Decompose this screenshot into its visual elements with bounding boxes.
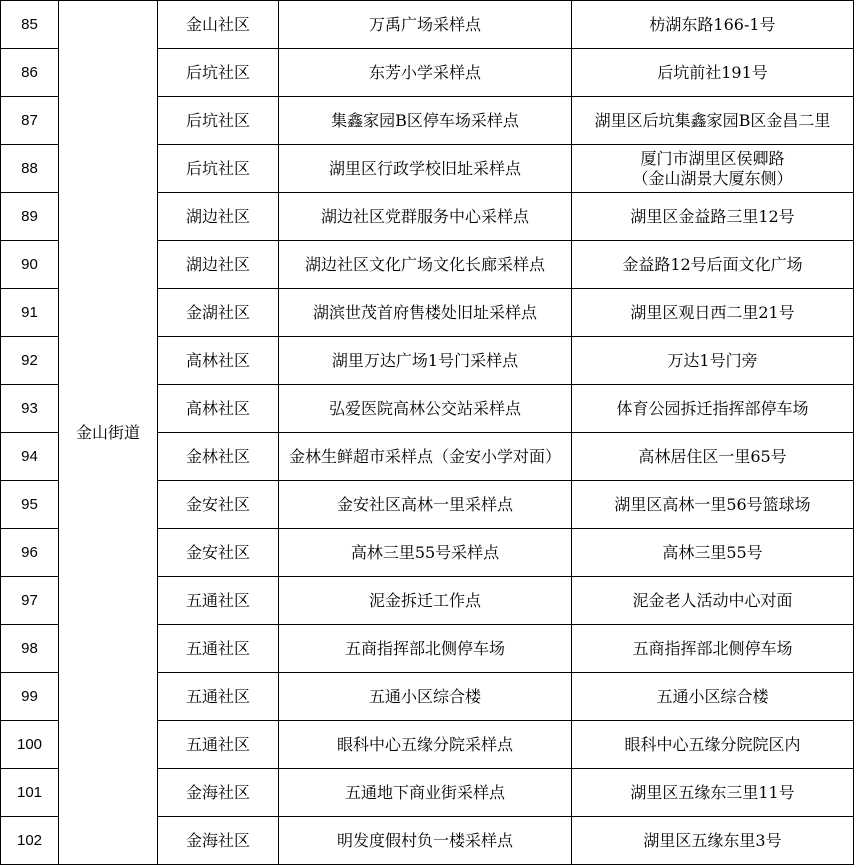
site-name-cell: 眼科中心五缘分院采样点 [279,721,572,769]
address-cell: 泥金老人活动中心对面 [572,577,854,625]
row-number-cell: 102 [1,817,59,865]
row-number-cell: 95 [1,481,59,529]
site-name-cell: 湖里区行政学校旧址采样点 [279,145,572,193]
address-cell: 湖里区金益路三里12号 [572,193,854,241]
community-cell: 高林社区 [158,337,279,385]
address-cell: 后坑前社191号 [572,49,854,97]
address-cell: 厦门市湖里区侯卿路 （金山湖景大厦东侧） [572,145,854,193]
community-cell: 金湖社区 [158,289,279,337]
row-number-cell: 91 [1,289,59,337]
site-name-cell: 弘爱医院高林公交站采样点 [279,385,572,433]
address-cell: 金益路12号后面文化广场 [572,241,854,289]
row-number-cell: 93 [1,385,59,433]
address-cell: 体育公园拆迁指挥部停车场 [572,385,854,433]
row-number-cell: 99 [1,673,59,721]
address-cell: 五通小区综合楼 [572,673,854,721]
site-name-cell: 金安社区高林一里采样点 [279,481,572,529]
address-cell: 湖里区高林一里56号篮球场 [572,481,854,529]
address-cell: 湖里区五缘东三里11号 [572,769,854,817]
row-number-cell: 88 [1,145,59,193]
site-name-cell: 湖滨世茂首府售楼处旧址采样点 [279,289,572,337]
row-number-cell: 85 [1,1,59,49]
address-cell: 湖里区后坑集鑫家园B区金昌二里 [572,97,854,145]
row-number-cell: 94 [1,433,59,481]
community-cell: 湖边社区 [158,241,279,289]
address-cell: 万达1号门旁 [572,337,854,385]
row-number-cell: 96 [1,529,59,577]
community-cell: 金林社区 [158,433,279,481]
site-name-cell: 明发度假村负一楼采样点 [279,817,572,865]
table-row [1,1,854,49]
site-name-cell: 集鑫家园B区停车场采样点 [279,97,572,145]
address-cell: 湖里区五缘东里3号 [572,817,854,865]
community-cell: 五通社区 [158,673,279,721]
row-number-cell: 87 [1,97,59,145]
row-number-cell: 89 [1,193,59,241]
site-name-cell: 泥金拆迁工作点 [279,577,572,625]
address-cell: 眼科中心五缘分院院区内 [572,721,854,769]
community-cell: 后坑社区 [158,49,279,97]
address-cell: 高林三里55号 [572,529,854,577]
site-name-cell: 五通地下商业街采样点 [279,769,572,817]
site-name-cell: 万禹广场采样点 [279,1,572,49]
row-number-cell: 90 [1,241,59,289]
address-cell: 枋湖东路166-1号 [572,1,854,49]
community-cell: 金海社区 [158,817,279,865]
community-cell: 高林社区 [158,385,279,433]
community-cell: 金安社区 [158,481,279,529]
table-body [1,1,854,865]
site-name-cell: 湖边社区文化广场文化长廊采样点 [279,241,572,289]
address-cell: 高林居住区一里65号 [572,433,854,481]
address-cell: 五商指挥部北侧停车场 [572,625,854,673]
row-number-cell: 98 [1,625,59,673]
community-cell: 五通社区 [158,577,279,625]
community-cell: 后坑社区 [158,97,279,145]
site-name-cell: 金林生鲜超市采样点（金安小学对面） [279,433,572,481]
row-number-cell: 92 [1,337,59,385]
row-number-cell: 86 [1,49,59,97]
community-cell: 湖边社区 [158,193,279,241]
community-cell: 五通社区 [158,721,279,769]
community-cell: 金安社区 [158,529,279,577]
row-number-cell: 100 [1,721,59,769]
site-name-cell: 五通小区综合楼 [279,673,572,721]
row-number-cell: 97 [1,577,59,625]
site-name-cell: 湖里万达广场1号门采样点 [279,337,572,385]
site-name-cell: 东芳小学采样点 [279,49,572,97]
site-name-cell: 五商指挥部北侧停车场 [279,625,572,673]
community-cell: 五通社区 [158,625,279,673]
address-cell: 湖里区观日西二里21号 [572,289,854,337]
site-name-cell: 高林三里55号采样点 [279,529,572,577]
row-number-cell: 101 [1,769,59,817]
community-cell: 金山社区 [158,1,279,49]
community-cell: 后坑社区 [158,145,279,193]
site-name-cell: 湖边社区党群服务中心采样点 [279,193,572,241]
street-cell: 金山街道 [59,1,158,865]
community-cell: 金海社区 [158,769,279,817]
